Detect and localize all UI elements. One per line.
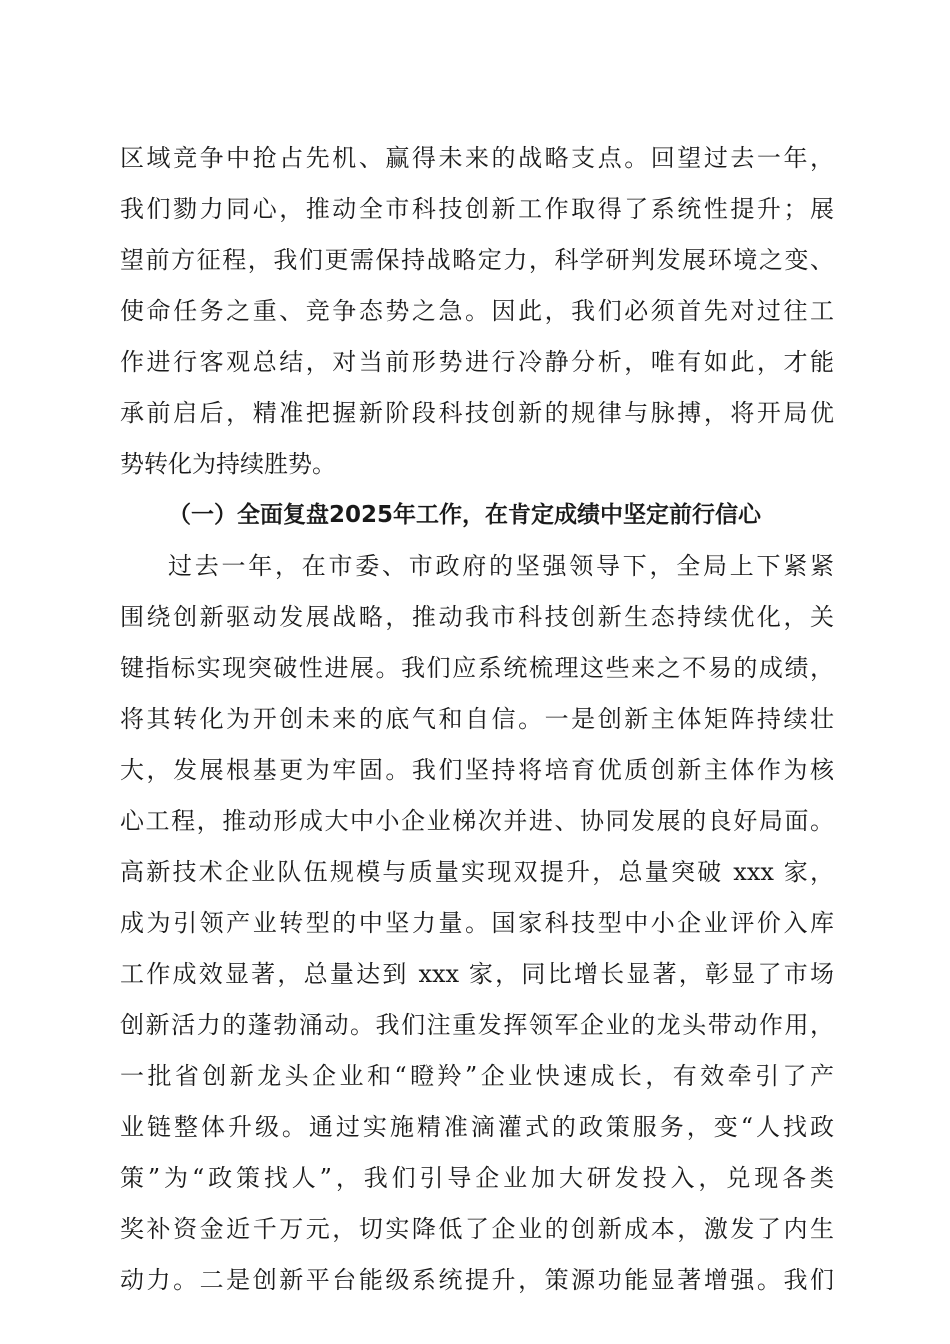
paragraph-2-line-12: 业链整体升级。通过实施精准滴灌式的政策服务，变“人找政: [120, 1113, 834, 1141]
paragraph-2-line-4: 将其转化为开创未来的底气和自信。一是创新主体矩阵持续壮: [120, 705, 834, 733]
paragraph-2-line-6: 心工程，推动形成大中小企业梯次并进、协同发展的良好局面。: [120, 807, 834, 835]
paragraph-2-line-11: 一批省创新龙头企业和“瞪羚”企业快速成长，有效牵引了产: [120, 1062, 834, 1090]
paragraph-1-line-7: 势转化为持续胜势。: [120, 450, 336, 478]
paragraph-2-line-2: 围绕创新驱动发展战略，推动我市科技创新生态持续优化，关: [120, 603, 834, 631]
paragraph-2-line-5: 大，发展根基更为牢固。我们坚持将培育优质创新主体作为核: [120, 756, 834, 784]
paragraph-2-line-13: 策”为“政策找人”，我们引导企业加大研发投入，兑现各类: [120, 1164, 834, 1192]
paragraph-1-line-3: 望前方征程，我们更需保持战略定力，科学研判发展环境之变、: [120, 246, 834, 274]
paragraph-1-line-1: 区域竞争中抢占先机、赢得未来的战略支点。回望过去一年，: [120, 144, 834, 172]
paragraph-1-line-5: 作进行客观总结，对当前形势进行冷静分析，唯有如此，才能: [120, 348, 834, 376]
paragraph-2-line-3: 键指标实现突破性进展。我们应系统梳理这些来之不易的成绩，: [120, 654, 834, 682]
paragraph-2-line-7: 高新技术企业队伍规模与质量实现双提升，总量突破 xxx 家，: [120, 858, 834, 886]
paragraph-2-line-14: 奖补资金近千万元，切实降低了企业的创新成本，激发了内生: [120, 1215, 834, 1243]
paragraph-1-line-2: 我们勠力同心，推动全市科技创新工作取得了系统性提升；展: [120, 195, 834, 223]
paragraph-2-line-15: 动力。二是创新平台能级系统提升，策源功能显著增强。我们: [120, 1266, 834, 1294]
paragraph-1-line-6: 承前启后，精准把握新阶段科技创新的规律与脉搏，将开局优: [120, 399, 834, 427]
paragraph-2-line-9: 工作成效显著，总量达到 xxx 家，同比增长显著，彰显了市场: [120, 960, 834, 988]
section-heading: （一）全面复盘2025年工作，在肯定成绩中坚定前行信心: [168, 502, 762, 528]
paragraph-1-line-4: 使命任务之重、竞争态势之急。因此，我们必须首先对过往工: [120, 297, 834, 325]
paragraph-2-line-10: 创新活力的蓬勃涌动。我们注重发挥领军企业的龙头带动作用，: [120, 1011, 834, 1039]
paragraph-2-line-8: 成为引领产业转型的中坚力量。国家科技型中小企业评价入库: [120, 909, 834, 937]
paragraph-2-line-1: 过去一年，在市委、市政府的坚强领导下，全局上下紧紧: [168, 552, 834, 580]
